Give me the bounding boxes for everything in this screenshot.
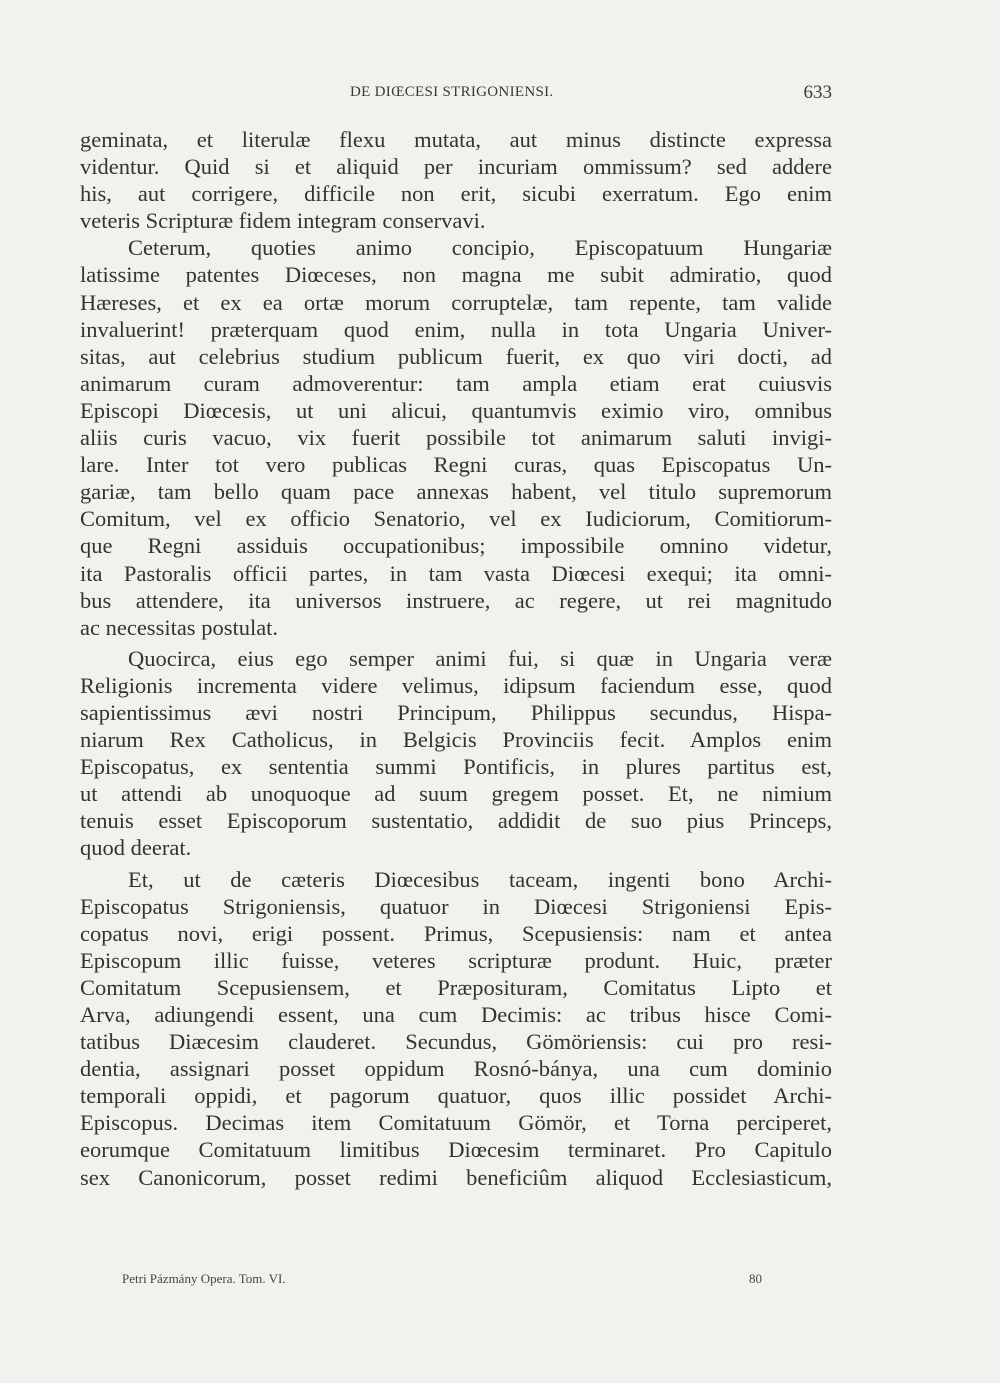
text-line: dentia, assignari posset oppidum Rosnó-bánya, una cum dominio bbox=[80, 1056, 832, 1082]
text-line: tatibus Diæcesim clauderet. Secundus, Gömöriensis: cui pro resi- bbox=[80, 1029, 832, 1055]
text-line: animarum curam admoverentur: tam ampla etiam erat cuiusvis bbox=[80, 370, 832, 396]
text-line: niarum Rex Catholicus, in Belgicis Provinciis fecit. Amplos enim bbox=[80, 727, 832, 753]
text-line: his, aut corrigere, difficile non erit, sicubi exerratum. Ego enim bbox=[80, 181, 832, 207]
page-number: 633 bbox=[803, 82, 832, 103]
signature-number: 80 bbox=[749, 1271, 762, 1286]
text-line: Comitum, vel ex officio Senatorio, vel ex Iudiciorum, Comitiorum- bbox=[80, 506, 832, 532]
text-line: eorumque Comitatuum limitibus Diœcesim terminaret. Pro Capitulo bbox=[80, 1137, 832, 1163]
text-line: lare. Inter tot vero publicas Regni curas, quas Episcopatus Un- bbox=[80, 452, 832, 478]
text-line: Episcopus. Decimas item Comitatuum Gömör, et Torna perciperet, bbox=[80, 1110, 832, 1136]
text-line: sitas, aut celebrius studium publicum fuerit, ex quo viri docti, ad bbox=[80, 343, 832, 369]
text-line: Ceterum, quoties animo concipio, Episcopatuum Hungariæ bbox=[128, 235, 832, 261]
text-line: quod deerat. bbox=[80, 835, 192, 861]
text-line: geminata, et literulæ flexu mutata, aut minus distincte expressa bbox=[80, 127, 832, 152]
text-line: Episcopatus, ex sententia summi Pontificis, in plures partitus est, bbox=[80, 754, 832, 780]
text-line: tenuis esset Episcoporum sustentatio, addidit de suo pius Princeps, bbox=[80, 808, 832, 834]
text-line: bus attendere, ita universos instruere, ac regere, ut rei magnitudo bbox=[80, 587, 832, 613]
text-line: sapientissimus ævi nostri Principum, Philippus secundus, Hispa- bbox=[80, 699, 832, 725]
text-line: copatus novi, erigi possent. Primus, Scepusiensis: nam et antea bbox=[80, 920, 832, 946]
text-line: Episcopatus Strigoniensis, quatuor in Diœcesi Strigoniensi Epis- bbox=[80, 893, 832, 919]
text-line: veteris Scripturæ fidem integram conservavi. bbox=[80, 208, 486, 234]
text-line: ut attendi ab unoquoque ad suum gregem posset. Et, ne nimium bbox=[80, 781, 832, 807]
text-line: aliis curis vacuo, vix fuerit possibile tot animarum saluti invigi- bbox=[80, 425, 832, 451]
signature-mark: Petri Pázmány Opera. Tom. VI. bbox=[122, 1271, 286, 1286]
text-line: Episcopum illic fuisse, veteres scripturæ produnt. Huic, præter bbox=[80, 947, 832, 973]
text-line: Hæreses, et ex ea ortæ morum corruptelæ, tam repente, tam valide bbox=[80, 289, 832, 315]
text-line: ita Pastoralis officii partes, in tam vasta Diœcesi exequi; ita omni- bbox=[80, 560, 832, 586]
text-line: sex Canonicorum, posset redimi beneficiûm aliquod Ecclesiasticum, bbox=[80, 1164, 832, 1190]
text-line: Arva, adiungendi essent, una cum Decimis: ac tribus hisce Comi- bbox=[80, 1002, 832, 1027]
text-line: ac necessitas postulat. bbox=[80, 614, 279, 640]
text-line: Quocirca, eius ego semper animi fui, si quæ in Ungaria veræ bbox=[128, 645, 832, 671]
text-line: Religionis incrementa videre velimus, idipsum faciendum esse, quod bbox=[80, 672, 832, 698]
text-line: Episcopi Diœcesis, ut uni alicui, quantumvis eximio viro, omnibus bbox=[80, 397, 832, 423]
text-line: invaluerint! præterquam quod enim, nulla in tota Ungaria Univer- bbox=[80, 316, 832, 342]
text-line: videntur. Quid si et aliquid per incuriam ommissum? sed addere bbox=[80, 154, 832, 180]
running-title: DE DIŒCESI STRIGONIENSI. bbox=[350, 84, 554, 100]
text-line: latissime patentes Diœceses, non magna me subit admiratio, quod bbox=[80, 262, 832, 288]
page-header bbox=[82, 84, 832, 108]
page-footer bbox=[122, 1271, 762, 1291]
text-line: que Regni assiduis occupationibus; impossibile omnino videtur, bbox=[80, 533, 832, 559]
text-line: Et, ut de cæteris Diœcesibus taceam, ingenti bono Archi- bbox=[128, 866, 832, 892]
text-line: gariæ, tam bello quam pace annexas habent, vel titulo supremorum bbox=[80, 479, 832, 505]
body-text bbox=[80, 126, 832, 1191]
text-line: Comitatum Scepusiensem, et Præposituram, Comitatus Lipto et bbox=[80, 974, 832, 1000]
text-line: temporali oppidi, et pagorum quatuor, quos illic possidet Archi- bbox=[80, 1083, 832, 1109]
